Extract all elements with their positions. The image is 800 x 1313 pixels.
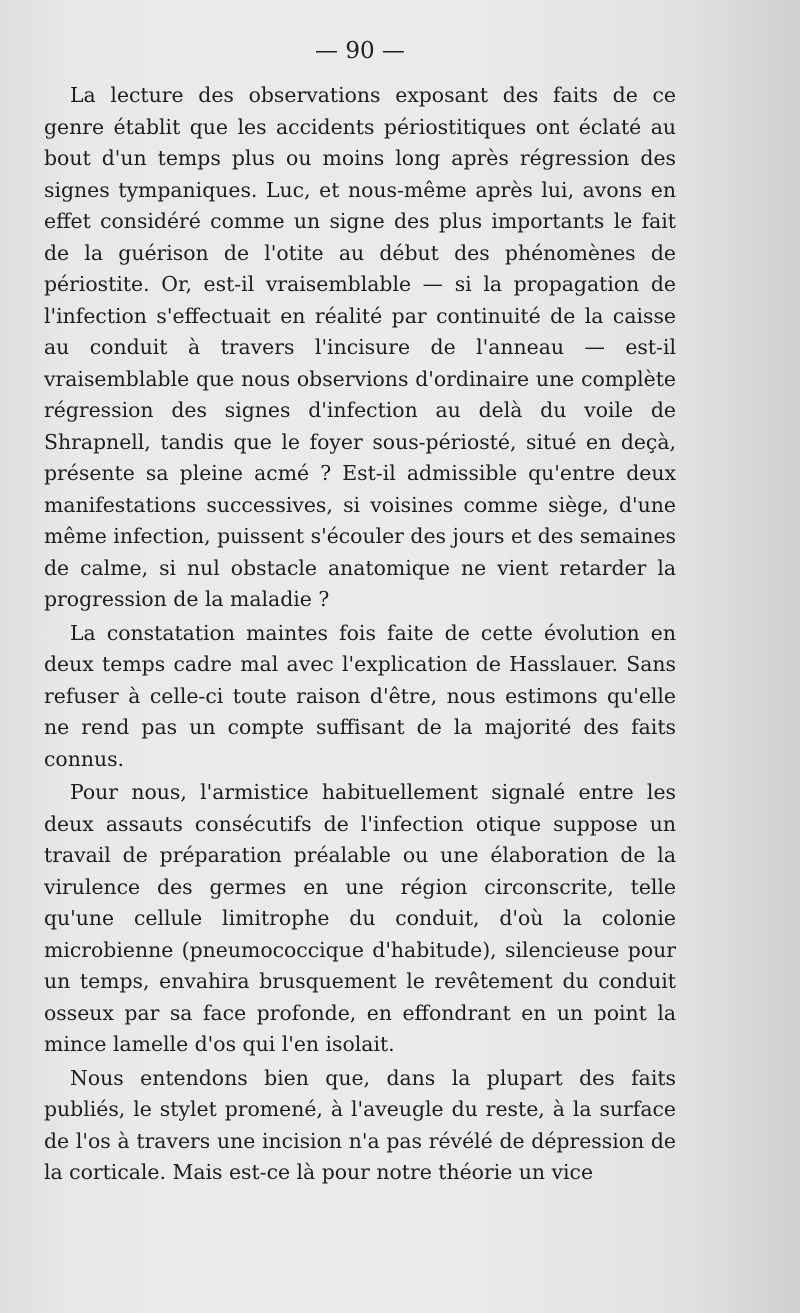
paragraph-2: La constatation maintes fois faite de cette évolution en deux temps cadre mal avec l'explication de Hasslauer. Sans refuser à celle-ci toute raison d'être, nous estimons qu'elle ne rend pas un compte suffisant de la majorité des faits connus. xyxy=(44,620,676,771)
body-text xyxy=(44,80,676,1189)
page-number: — 90 — xyxy=(315,38,405,64)
paragraph-1: La lecture des observations exposant des faits de ce genre établit que les accidents périostitiques ont éclaté au bout d'un temps plus ou moins long après régression des signes tympaniques. Luc, et nous-même après lui, avons en effet considéré comme un signe des plus importants le fait de la guérison de l'otite au début des phénomènes de périostite. Or, est-il vraisemblable — si la propagation de l'infection s'effectuait en réalité par continuité de la caisse au conduit à travers l'incisure de l'anneau — est-il vraisemblable que nous observions d'ordinaire une complète régression des signes d'infection au delà du voile de Shrapnell, tandis que le foyer sous-périosté, situé en deçà, présente sa pleine acmé ? Est-il admissible qu'entre deux manifestations successives, si voisines comme siège, d'une même infection, puissent s'écouler des jours et des semaines de calme, si nul obstacle anatomique ne vient retarder la progression de la maladie ? xyxy=(44,83,676,611)
paragraph-4: Nous entendons bien que, dans la plupart des faits publiés, le stylet promené, à l'aveugle du reste, à la surface de l'os à travers une incision n'a pas révélé de dépression de la corticale. Mais est-ce là pour notre théorie un vice xyxy=(44,1065,676,1184)
paragraph-3: Pour nous, l'armistice habituellement signalé entre les deux assauts consécutifs de l'infection otique suppose un travail de préparation préalable ou une élaboration de la virulence des germes en une région circonscrite, telle qu'une cellule limitrophe du conduit, d'où la colonie microbienne (pneumococcique d'habitude), silencieuse pour un temps, envahira brusquement le revêtement du conduit osseux par sa face profonde, en effondrant en un point la mince lamelle d'os qui l'en isolait. xyxy=(44,780,676,1056)
